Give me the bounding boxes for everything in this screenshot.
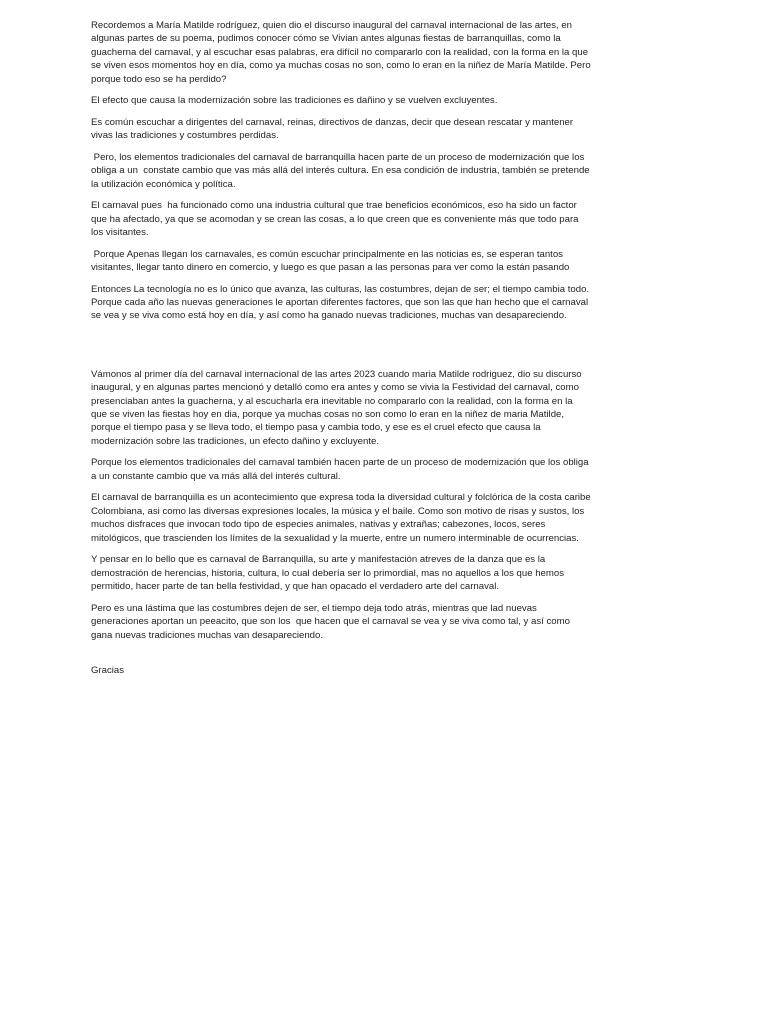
closing-text: Gracias — [91, 664, 125, 676]
paragraph-11: Y pensar en lo bello que es carnaval de Barranquilla, su arte y manifestación atreves de la danza que es la demostración de herencias, historia, cultura, lo cual debería ser lo primordial, mas no aquellos a los que hemos permitido, hacer parte de tan bella festividad, y que han opacado el verdadero arte del carnaval. — [91, 554, 565, 593]
document-body — [91, 19, 591, 686]
paragraph-10: El carnaval de barranquilla es un acontecimiento que expresa toda la diversidad cultural y folclórica de la costa caribe Colombiana, asi como las diversas expresiones locales, la música y el baile. Como son motivo de risas y sustos, los muchos disfraces que invocan todo tipo de especies animales, nativas y extrañas; cabezones, locos, seres mitológicos, que trascienden los límites de la sexualidad y la muerte, entre un numero interminable de ocurrencias. — [91, 492, 591, 544]
paragraph-12: Pero es una lástima que las costumbres dejen de ser, el tiempo deja todo atrás, mientras que lad nuevas generaciones aportan un peeacito, que son los que hacen que el carnaval se vea y se viva como tal, y así como gana nuevas tradiciones muchas van desapareciendo. — [91, 602, 573, 641]
paragraph-8: Vámonos al primer día del carnaval internacional de las artes 2023 cuando maria Matilde rodriguez, dio su discurso inaugural, y en algunas partes mencionó y detalló como era antes y como se vivia la Festividad del carnaval, como presenciaban antes la guacherna, y al escucharla era inevitable no compararlo con la realidad, con la forma en la que se viven las fiestas hoy en dia, porque ya muchas cosas no son como lo eran en la niñez de maria Matilde, porque el tiempo pasa y se lleva todo, el tiempo pasa y cambia todo, y ese es el cruel efecto que causa la modernización sobre las tradiciones, un efecto dañino y excluyente. — [91, 368, 582, 447]
paragraph-6: Porque Apenas llegan los carnavales, es común escuchar principalmente en las noticias es, se esperan tantos visitantes, llegar tanto dinero en comercio, y luego es que pasan a las personas para ver como la están pasando — [91, 248, 570, 274]
paragraph-9: Porque los elementos tradicionales del carnaval también hacen parte de un proceso de modernización que los obliga a un constante cambio que va más allá del interés cultural. — [91, 457, 589, 482]
paragraph-2: El efecto que causa la modernización sobre las tradiciones es dañino y se vuelven excluyentes. — [91, 95, 498, 107]
paragraph-7: Entonces La tecnología no es lo único que avanza, las culturas, las costumbres, dejan de ser; el tiempo cambia todo. Porque cada año las nuevas generaciones le aportan diferentes factores, que son las que han hecho que el carnaval se vea y se viva como está hoy en día, y así como ha ganado nuevas tradiciones, muchas van desapareciendo. — [91, 283, 590, 322]
paragraph-3: Es común escuchar a dirigentes del carnaval, reinas, directivos de danzas, decir que desean rescatar y mantener vivas las tradiciones y costumbres perdidas. — [91, 116, 574, 142]
paragraph-4: Pero, los elementos tradicionales del carnaval de barranquilla hacen parte de un proceso de modernización que los obliga a un constate cambio que vas más allá del interés cultura. En esa condición de industria, también se pretende la utilización económica y política. — [91, 151, 593, 190]
paragraph-5: El carnaval pues ha funcionado como una industria cultural que trae beneficios económicos, eso ha sido un factor que ha afectado, ya que se acomodan y se crean las cosas, a lo que creen que es conveniente más que todo para los visitantes. — [91, 200, 582, 239]
paragraph-1: Recordemos a María Matilde rodríguez, quien dio el discurso inaugural del carnaval internacional de las artes, en algunas partes de su poema, pudimos conocer cómo se Vivian antes algunas fiestas de barranquillas, como la guacherna del carnaval, y al escuchar esas palabras, era difícil no compararlo con la realidad, con la forma en la que se viven esos momentos hoy en día, como ya muchas cosas no son, como lo eran en la niñez de María Matilde. Pero porque todo eso se ha perdido? — [91, 20, 591, 85]
